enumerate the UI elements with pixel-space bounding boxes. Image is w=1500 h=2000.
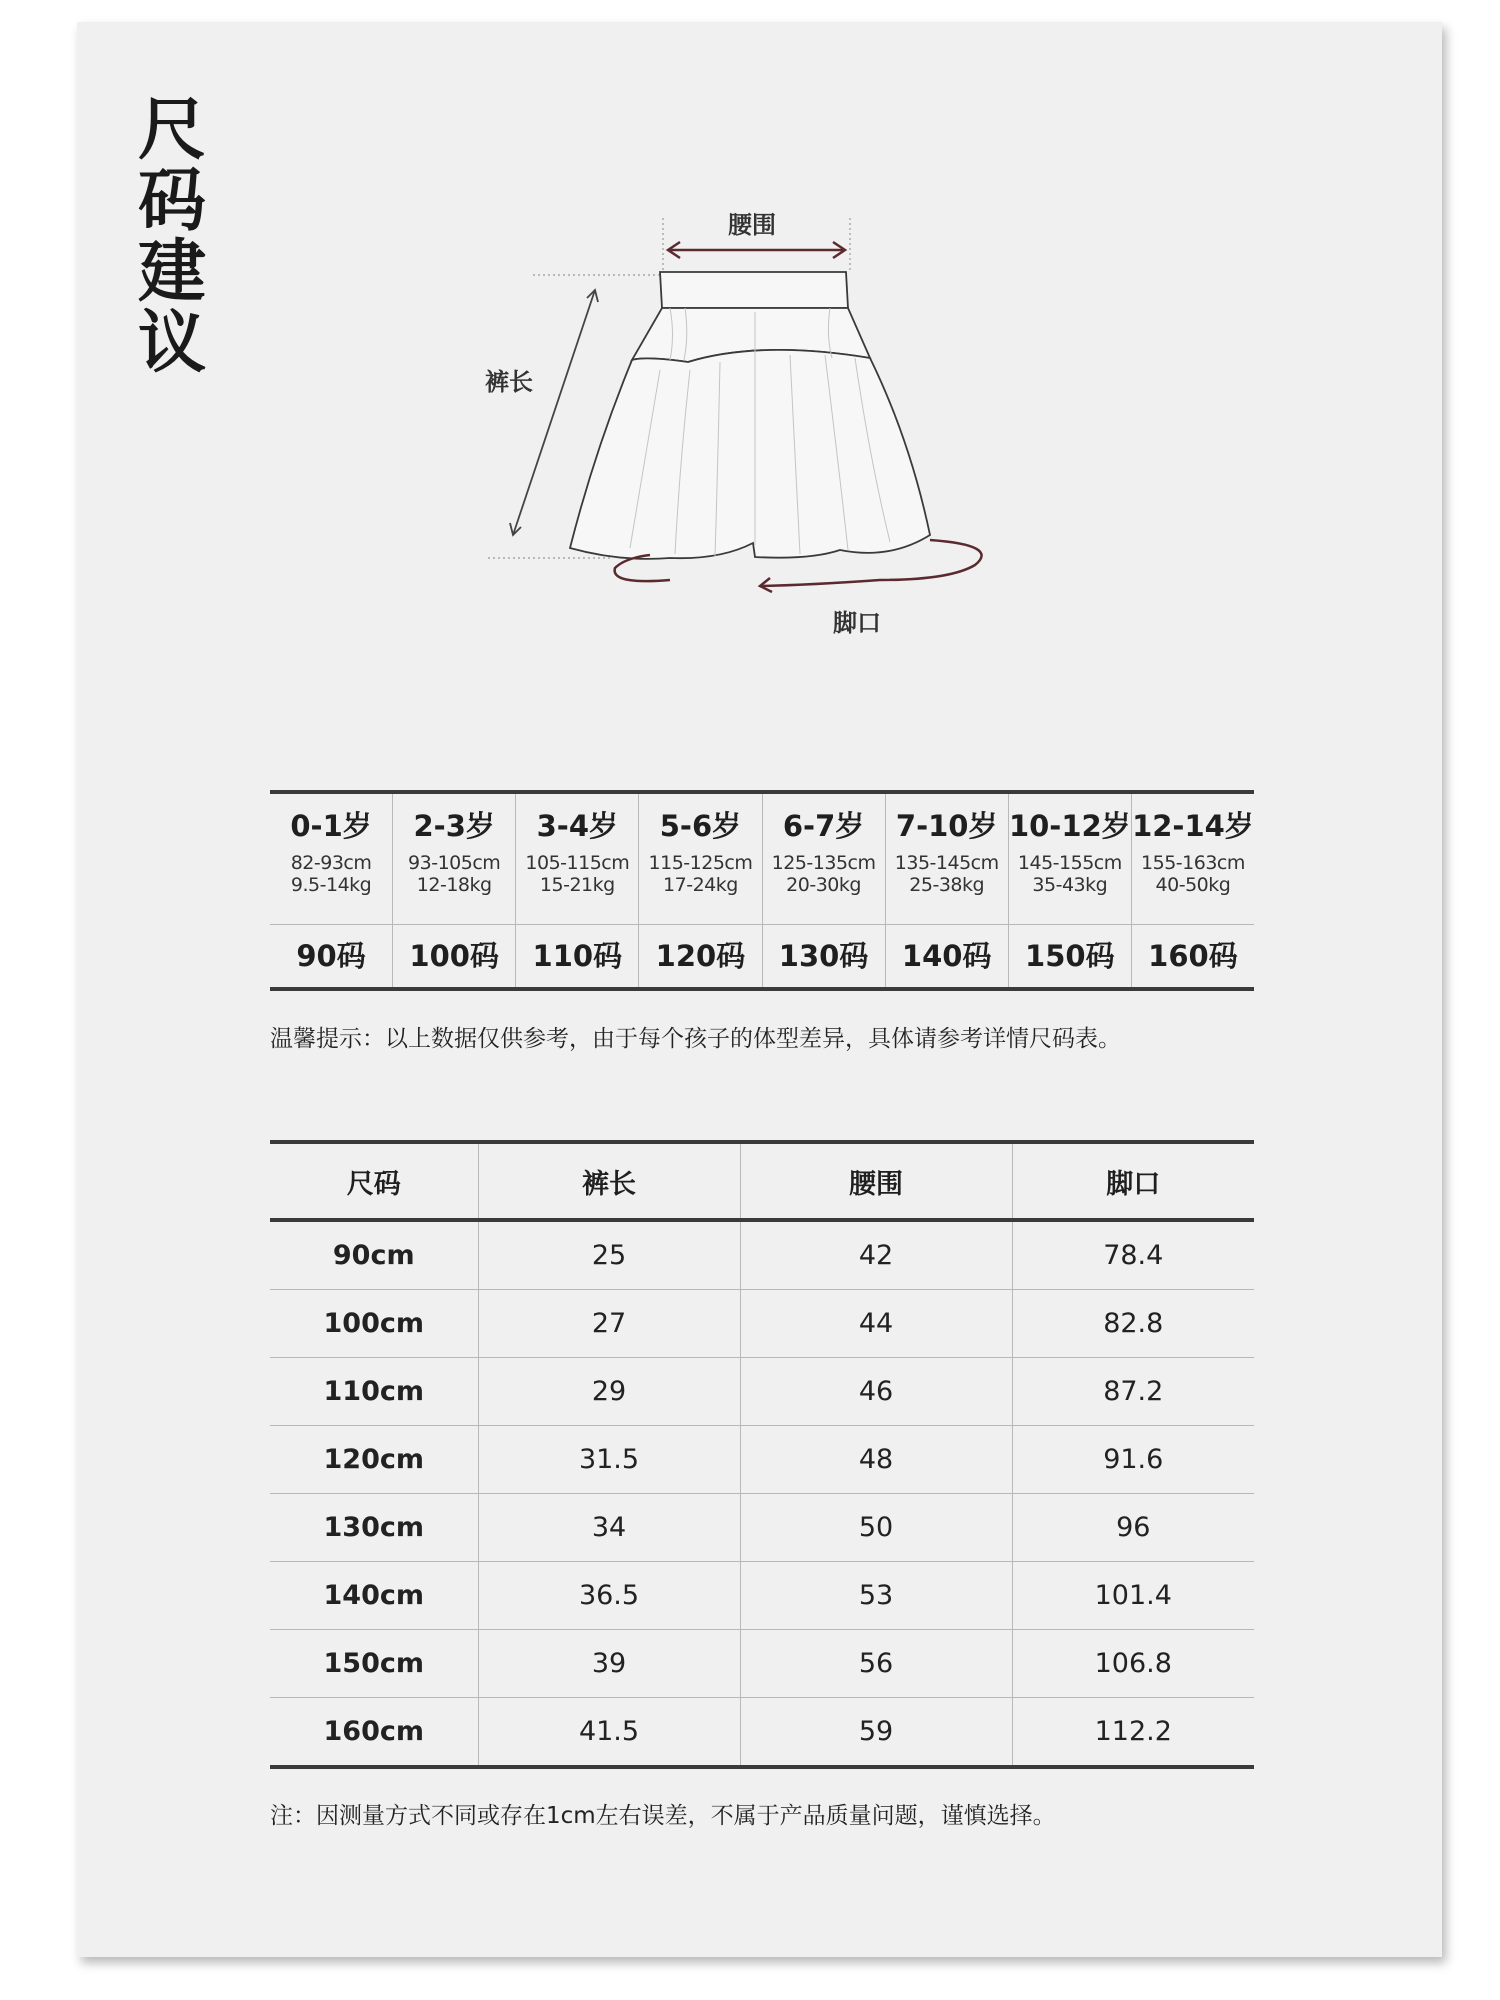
size-cell: 130cm <box>270 1494 478 1562</box>
waist-cell: 42 <box>740 1220 1012 1290</box>
size-cell: 160cm <box>270 1698 478 1768</box>
waist-cell: 48 <box>740 1426 1012 1494</box>
hem-cell: 78.4 <box>1012 1220 1254 1290</box>
length-cell: 36.5 <box>478 1562 740 1630</box>
recommended-size: 90码 <box>270 925 393 987</box>
body-metrics <box>763 852 885 924</box>
body-metrics <box>1132 852 1254 924</box>
length-cell: 39 <box>478 1630 740 1698</box>
weight-range: 12-18kg <box>416 874 492 896</box>
tip-text: 温馨提示：以上数据仅供参考，由于每个孩子的体型差异，具体请参考详情尺码表。 <box>270 1026 1121 1052</box>
hem-cell: 101.4 <box>1012 1562 1254 1630</box>
reco-info-row <box>270 790 1254 924</box>
title-char: 建 <box>137 233 206 312</box>
size-recommendation-table <box>270 790 1254 991</box>
disclaimer-note: 注：因测量方式不同或存在1cm左右误差，不属于产品质量问题，谨慎选择。 <box>270 1803 1056 1829</box>
reco-column <box>393 794 516 924</box>
age-range: 10-12岁 <box>1008 809 1131 843</box>
title-char: 议 <box>137 304 206 383</box>
hem-cell: 87.2 <box>1012 1358 1254 1426</box>
size-cell: 120cm <box>270 1426 478 1494</box>
hem-cell: 106.8 <box>1012 1630 1254 1698</box>
measurement-table <box>270 1140 1254 1769</box>
height-range: 155-163cm <box>1141 852 1245 874</box>
length-cell: 27 <box>478 1290 740 1358</box>
size-cell: 90cm <box>270 1220 478 1290</box>
length-cell: 31.5 <box>478 1426 740 1494</box>
waist-label: 腰围 <box>728 211 776 239</box>
waist-cell: 46 <box>740 1358 1012 1426</box>
age-range: 2-3岁 <box>413 809 495 843</box>
age-range: 0-1岁 <box>290 809 372 843</box>
table-row <box>270 1290 1254 1358</box>
age-range: 7-10岁 <box>895 809 998 843</box>
header-size: 尺码 <box>270 1142 478 1220</box>
recommended-size: 100码 <box>393 925 516 987</box>
size-cell: 110cm <box>270 1358 478 1426</box>
size-cell: 140cm <box>270 1562 478 1630</box>
body-metrics <box>886 852 1008 924</box>
weight-range: 35-43kg <box>1032 874 1108 896</box>
reco-column <box>886 794 1009 924</box>
table-header-row <box>270 1142 1254 1220</box>
length-label: 裤长 <box>485 368 533 396</box>
length-cell: 29 <box>478 1358 740 1426</box>
reco-column <box>270 794 393 924</box>
weight-range: 9.5-14kg <box>290 874 372 896</box>
reco-column <box>516 794 639 924</box>
table-row <box>270 1698 1254 1768</box>
title-char: 码 <box>137 162 206 241</box>
age-range: 12-14岁 <box>1132 809 1254 843</box>
table-row <box>270 1358 1254 1426</box>
recommended-size: 160码 <box>1148 939 1238 973</box>
recommended-size: 140码 <box>886 925 1009 987</box>
table-row <box>270 1220 1254 1290</box>
length-cell: 25 <box>478 1220 740 1290</box>
age-range: 3-4岁 <box>536 809 619 843</box>
header-length: 裤长 <box>478 1142 740 1220</box>
reco-column <box>1009 794 1132 924</box>
header-waist: 腰围 <box>740 1142 1012 1220</box>
table-row <box>270 1494 1254 1562</box>
page-title <box>137 91 207 383</box>
waist-cell: 44 <box>740 1290 1012 1358</box>
body-metrics <box>393 852 515 924</box>
body-metrics <box>516 852 638 924</box>
reco-column <box>1132 794 1254 924</box>
age-range: 5-6岁 <box>659 809 742 843</box>
shorts-outline <box>570 272 930 559</box>
length-cell: 41.5 <box>478 1698 740 1768</box>
weight-range: 25-38kg <box>909 874 985 896</box>
height-range: 82-93cm <box>290 852 372 874</box>
hem-label: 脚口 <box>833 609 881 637</box>
hem-cell: 96 <box>1012 1494 1254 1562</box>
table-row <box>270 1426 1254 1494</box>
hem-cell: 112.2 <box>1012 1698 1254 1768</box>
table-row <box>270 1630 1254 1698</box>
reco-column <box>763 794 886 924</box>
weight-range: 15-21kg <box>539 874 615 896</box>
body-metrics <box>270 852 392 924</box>
waist-arrow <box>668 242 845 258</box>
hem-cell: 82.8 <box>1012 1290 1254 1358</box>
shorts-illustration <box>470 190 1030 650</box>
age-range: 6-7岁 <box>782 809 865 843</box>
reco-column <box>639 794 762 924</box>
height-range: 145-155cm <box>1017 852 1122 874</box>
length-cell: 34 <box>478 1494 740 1562</box>
height-range: 115-125cm <box>648 852 753 874</box>
hem-cell: 91.6 <box>1012 1426 1254 1494</box>
recommended-size: 130码 <box>763 925 886 987</box>
waist-cell: 53 <box>740 1562 1012 1630</box>
table-row <box>270 1562 1254 1630</box>
reco-size-row <box>270 924 1254 991</box>
weight-range: 40-50kg <box>1155 874 1231 896</box>
weight-range: 20-30kg <box>786 874 861 896</box>
size-cell: 100cm <box>270 1290 478 1358</box>
waist-cell: 59 <box>740 1698 1012 1768</box>
height-range: 125-135cm <box>771 852 876 874</box>
recommended-size: 150码 <box>1009 925 1132 987</box>
recommended-size: 110码 <box>516 925 639 987</box>
height-range: 93-105cm <box>408 852 501 874</box>
header-hem: 脚口 <box>1012 1142 1254 1220</box>
body-metrics <box>639 852 761 924</box>
height-range: 105-115cm <box>525 852 630 874</box>
waist-cell: 56 <box>740 1630 1012 1698</box>
shorts-diagram <box>470 190 1030 650</box>
weight-range: 17-24kg <box>663 874 738 896</box>
title-char: 尺 <box>137 91 206 170</box>
height-range: 135-145cm <box>894 852 999 874</box>
waist-cell: 50 <box>740 1494 1012 1562</box>
recommended-size: 120码 <box>639 925 762 987</box>
size-cell: 150cm <box>270 1630 478 1698</box>
body-metrics <box>1009 852 1131 924</box>
